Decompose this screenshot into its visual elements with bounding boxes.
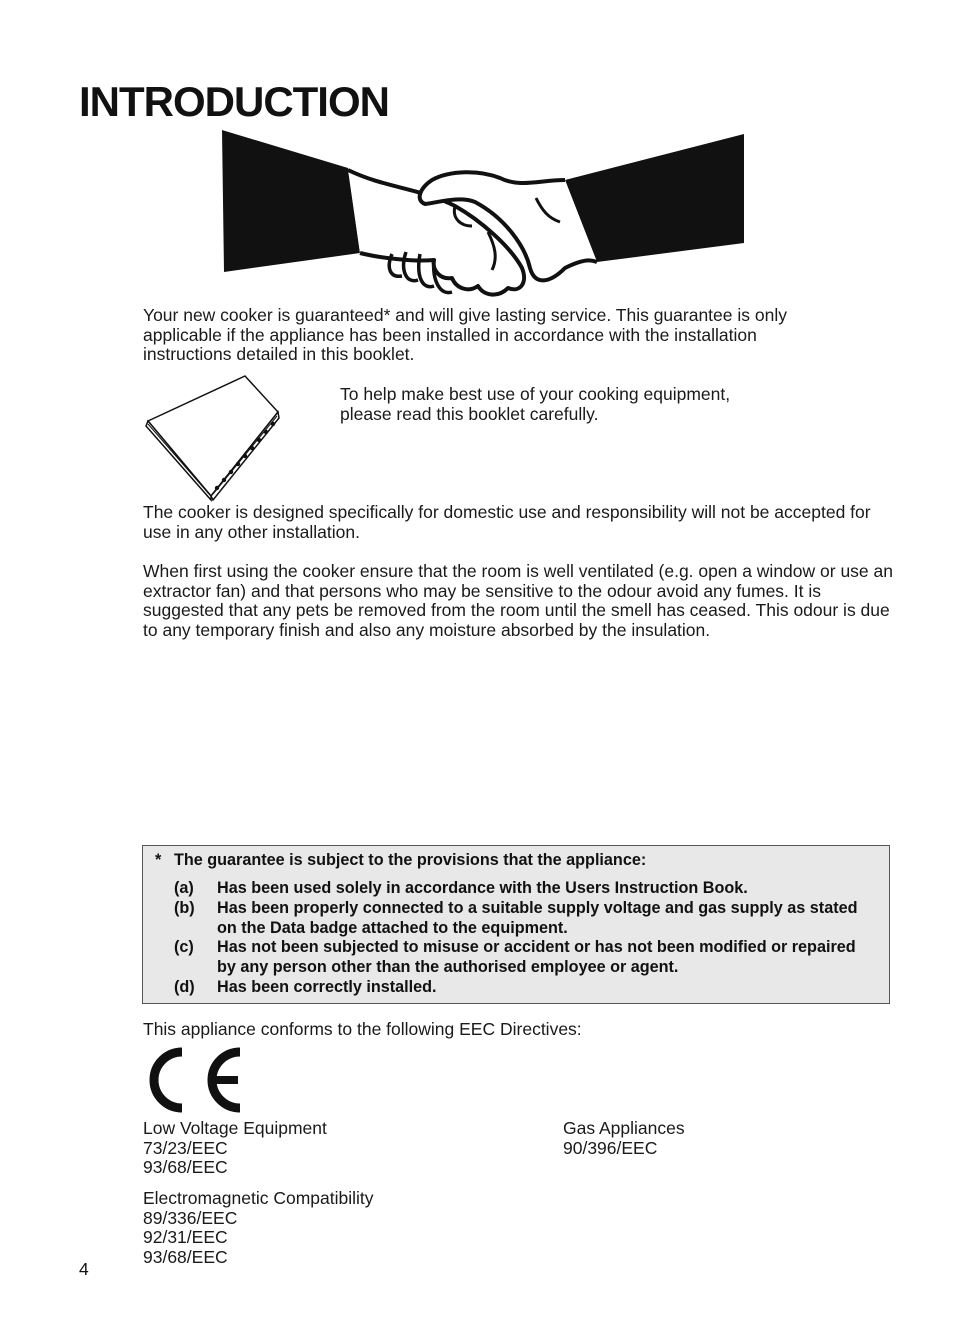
directive-code: 90/396/EEC <box>563 1137 658 1158</box>
guarantee-conditions-box <box>142 845 890 1004</box>
low-voltage-directive <box>143 1119 327 1178</box>
list-item <box>174 879 874 899</box>
booklet-icon <box>143 374 283 502</box>
guarantee-box-heading-text: The guarantee is subject to the provisions that the appliance: <box>174 851 647 869</box>
guarantee-paragraph: Your new cooker is guaranteed* and will give lasting service. This guarantee is only applicable if the appliance has been installed in accordance with the installation instructions detailed in this booklet. <box>143 305 787 365</box>
directive-label: Electromagnetic Compatibility <box>143 1188 374 1208</box>
domestic-use-paragraph: The cooker is designed specifically for domestic use and responsibility will not be accepted for use in any other installation. <box>143 502 871 542</box>
directive-code: 93/68/EEC <box>143 1246 228 1267</box>
condition-letter: (c) <box>174 938 194 957</box>
guarantee-box-heading <box>155 851 646 871</box>
ce-mark-icon <box>143 1046 243 1114</box>
condition-text: Has been properly connected to a suitable supply voltage and gas supply as stated on the Data badge attached to the equipment. <box>217 898 858 937</box>
list-item <box>174 938 874 978</box>
ventilation-paragraph: When first using the cooker ensure that the room is well ventilated (e.g. open a window or use an extractor fan) and that persons who may be sensitive to the odour avoid any fumes. It is suggested that any pets be removed from the room until the smell has ceased. This odour is due to any temporary finish and also any moisture absorbed by the insulation. <box>143 561 893 640</box>
condition-letter: (a) <box>174 879 194 897</box>
directive-code: 92/31/EEC <box>143 1227 228 1248</box>
directive-code: 93/68/EEC <box>143 1157 228 1178</box>
directive-code: 89/336/EEC <box>143 1207 238 1228</box>
condition-letter: (b) <box>174 898 195 917</box>
gas-appliances-directive <box>563 1119 685 1158</box>
page-number: 4 <box>79 1259 89 1279</box>
list-item <box>174 899 874 939</box>
read-booklet-line-1: To help make best use of your cooking equipment, <box>340 384 731 404</box>
page-title: INTRODUCTION <box>79 78 389 125</box>
condition-text: Has been used solely in accordance with the Users Instruction Book. <box>217 879 748 897</box>
handshake-illustration <box>220 128 746 308</box>
condition-text: Has been correctly installed. <box>217 977 437 996</box>
asterisk-marker: * <box>155 851 162 869</box>
guarantee-conditions-list <box>174 879 874 998</box>
directive-label: Low Voltage Equipment <box>143 1118 327 1138</box>
condition-letter: (d) <box>174 977 195 996</box>
list-item <box>174 978 874 998</box>
emc-directive <box>143 1189 374 1267</box>
directive-label: Gas Appliances <box>563 1118 685 1138</box>
read-booklet-note <box>340 385 820 424</box>
condition-text: Has not been subjected to misuse or accident or has not been modified or repaired by any person other than the authorised employee or agent. <box>217 938 856 977</box>
read-booklet-line-2: please read this booklet carefully. <box>340 403 599 424</box>
directive-code: 73/23/EEC <box>143 1137 228 1158</box>
directives-intro: This appliance conforms to the following EEC Directives: <box>143 1019 582 1039</box>
